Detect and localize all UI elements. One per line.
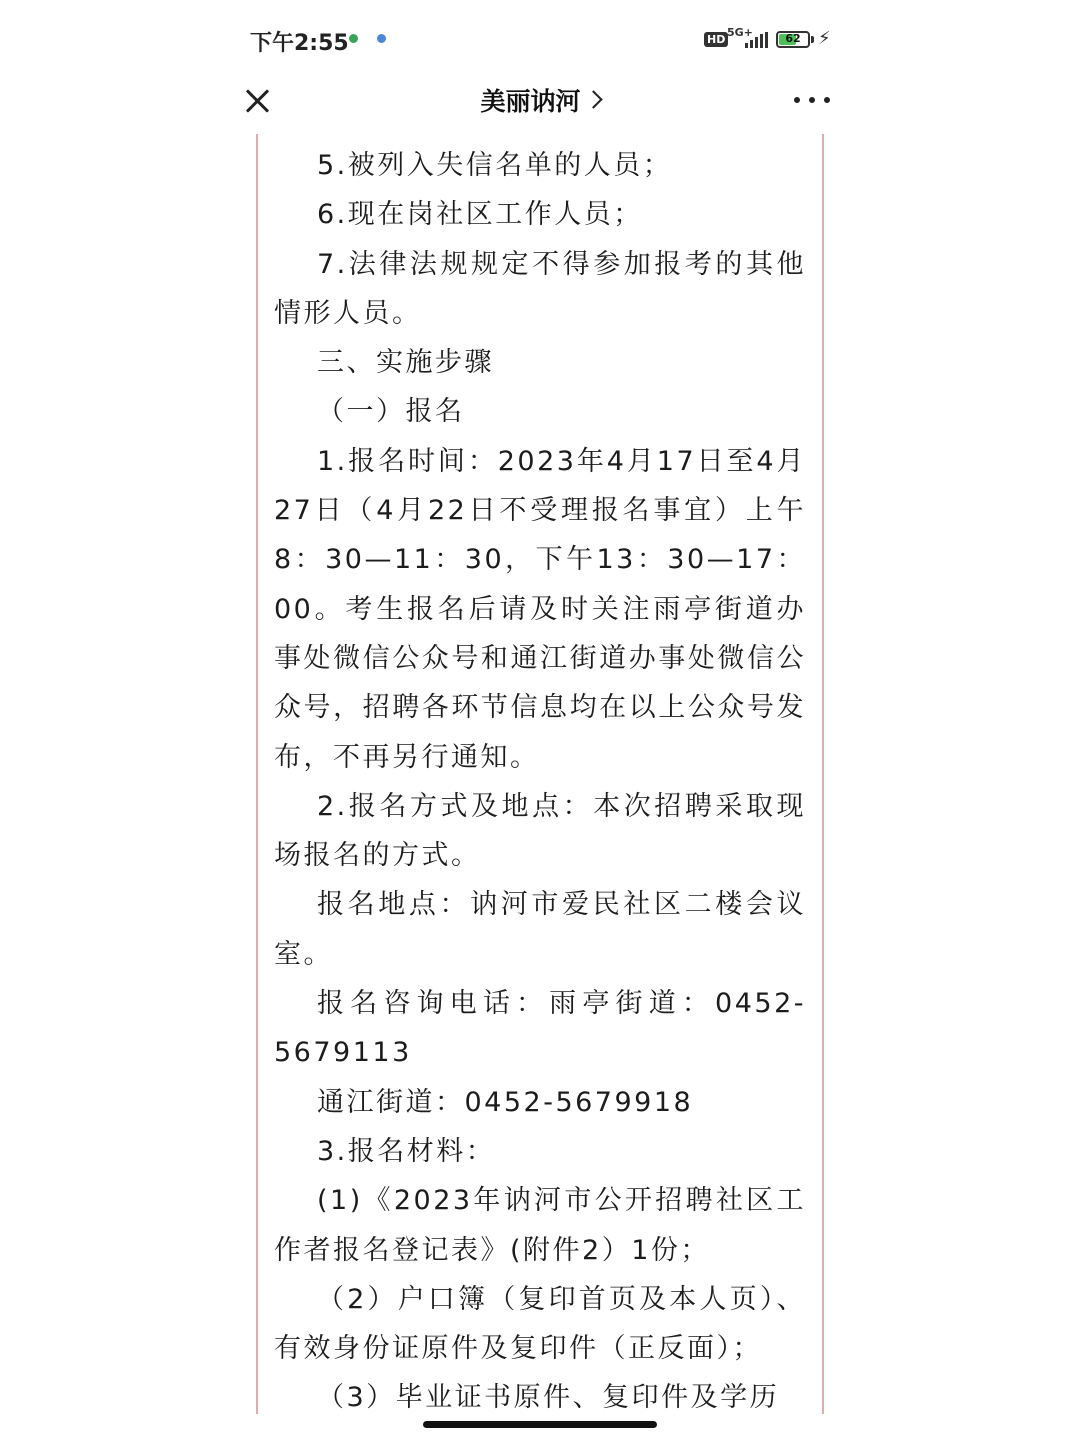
account-title[interactable] <box>230 82 850 118</box>
paragraph: 通江街道：0452-5679918 <box>317 1086 694 1118</box>
signal-icon <box>745 32 769 48</box>
subsection-heading: （一）报名 <box>317 396 465 428</box>
article-body <box>256 134 824 1414</box>
charging-icon: ⚡ <box>818 28 831 49</box>
paragraph: (1)《2023年讷河市公开招聘社区工作者报名登记表》(附件2）1份； <box>274 1185 806 1266</box>
paragraph: 2.报名方式及地点：本次招聘采取现场报名的方式。 <box>274 790 806 872</box>
hd-icon: HD <box>704 32 728 47</box>
home-indicator[interactable] <box>423 1421 657 1428</box>
notification-icon <box>349 34 358 43</box>
paragraph: （2）户口簿（复印首页及本人页）、有效身份证原件及复印件（正反面）； <box>274 1283 806 1365</box>
battery-tip <box>811 36 814 43</box>
nav-bar <box>230 78 850 134</box>
phone-screen <box>230 0 850 1440</box>
paragraph: 1.报名时间：2023年4月17日至4月27日（4月22日不受理报名事宜）上午8：30—11：30，下午13：30—17：00。考生报名后请及时关注雨亭街道办事处微信公众号和通江街道办事处微信公众号，招聘各环节信息均在以上公众号发布，不再另行通知。 <box>274 445 806 773</box>
paragraph: 6.现在岗社区工作人员； <box>317 199 643 231</box>
notification-icon <box>377 34 386 43</box>
paragraph: 3.报名材料： <box>317 1135 496 1167</box>
network-type: 5G+ <box>727 26 753 39</box>
account-name: 美丽讷河 <box>480 87 581 116</box>
paragraph: 报名咨询电话：雨亭街道：0452-5679113 <box>274 988 806 1069</box>
battery-percent: 62 <box>785 32 801 45</box>
more-icon[interactable] <box>794 94 830 106</box>
battery-icon <box>776 31 810 48</box>
paragraph: 报名地点：讷河市爱民社区二楼会议室。 <box>274 889 806 970</box>
paragraph: 7.法律法规规定不得参加报考的其他情形人员。 <box>274 248 806 329</box>
paragraph: （3）毕业证书原件、复印件及学历 <box>317 1382 780 1414</box>
paragraph: 5.被列入失信名单的人员； <box>317 150 673 181</box>
section-heading: 三、实施步骤 <box>317 347 494 379</box>
chevron-right-icon <box>584 90 602 108</box>
status-time: 下午2:55 <box>250 31 349 56</box>
status-bar <box>230 0 850 78</box>
